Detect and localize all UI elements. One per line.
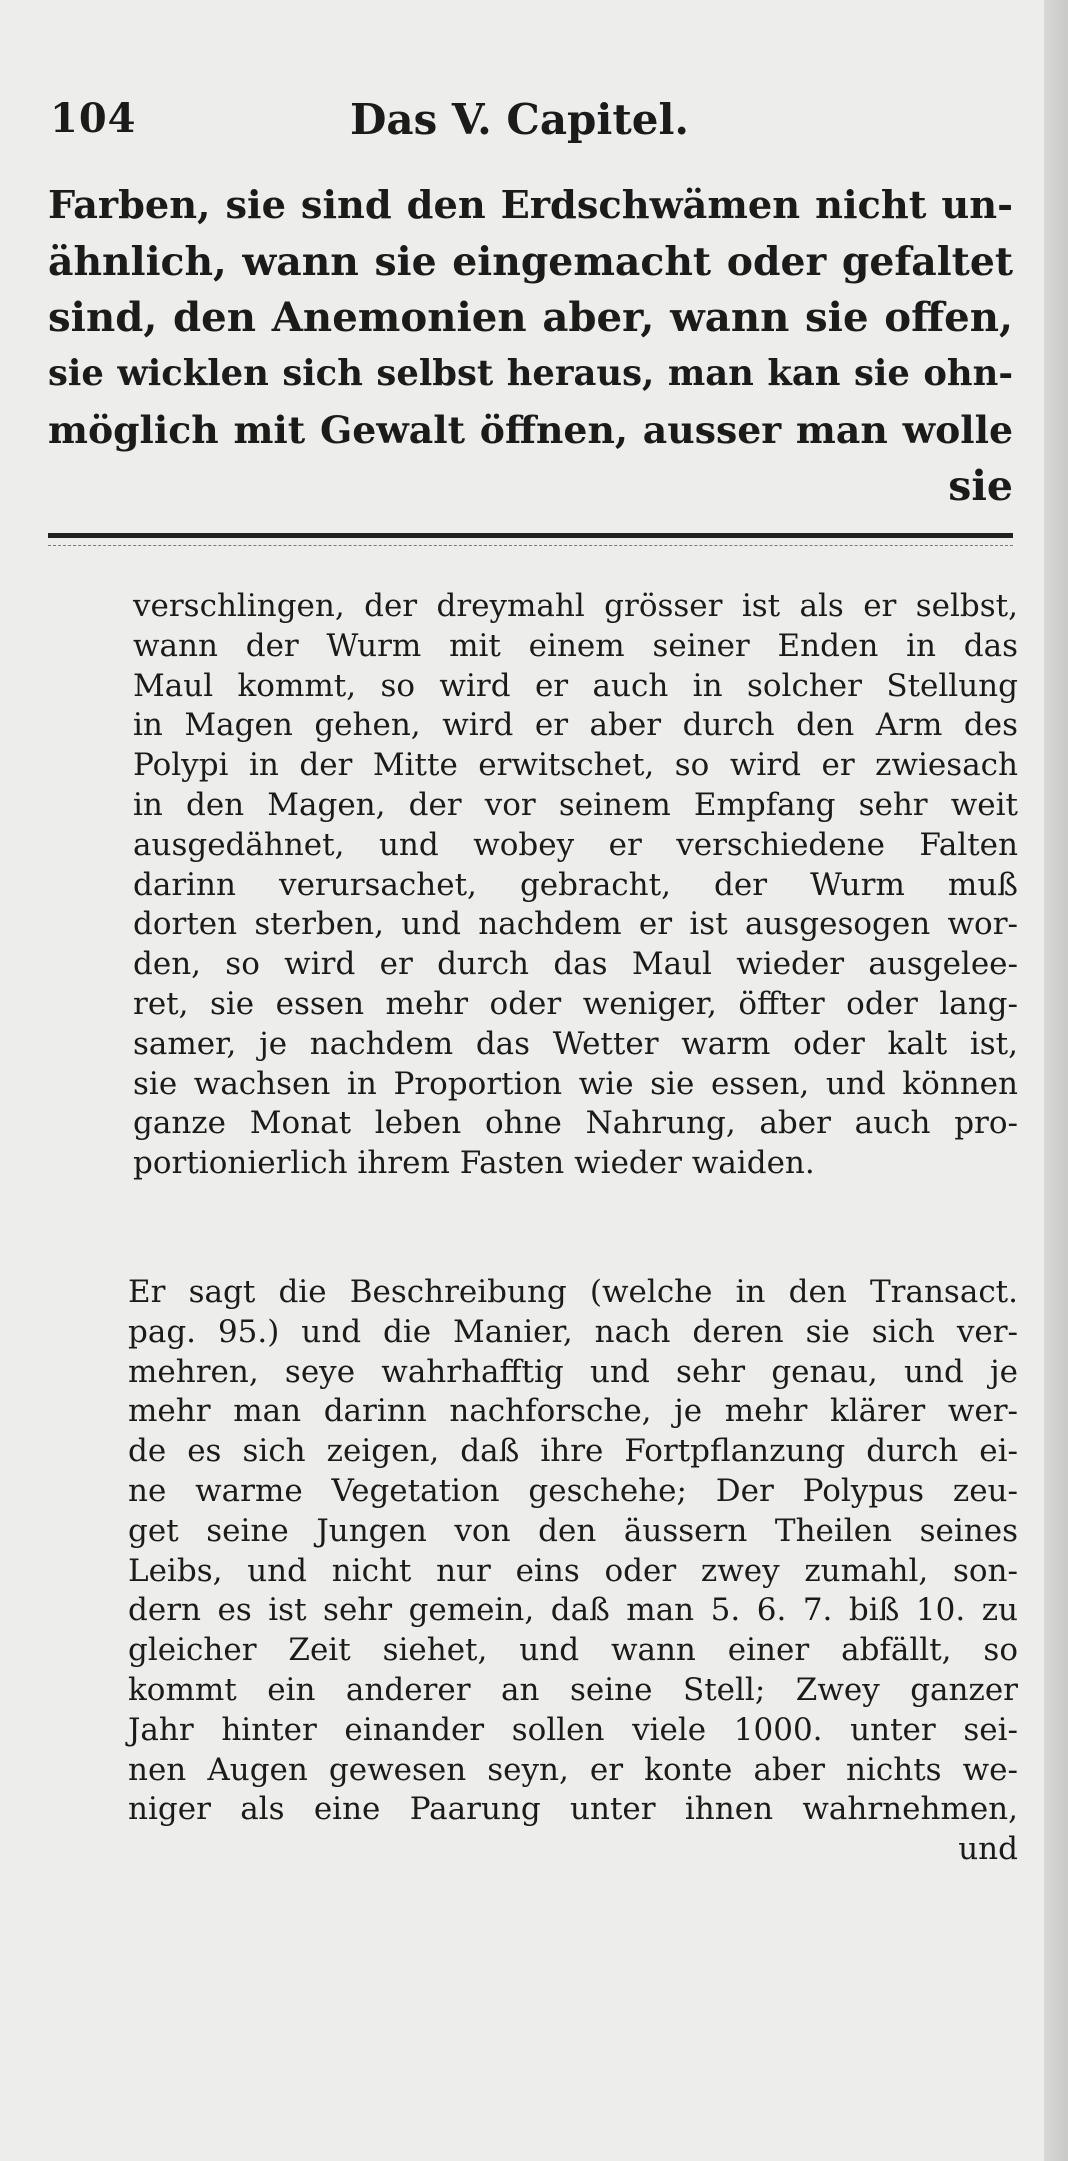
text-line: möglich mit Gewalt öffnen, ausser man wolle [48, 408, 1013, 452]
text-line: mehr man darinn nachforsche, je mehr klärer wer- [128, 1393, 1018, 1430]
section-divider-rule [48, 533, 1013, 538]
text-line: darinn verursachet, gebracht, der Wurm muß [133, 866, 1018, 903]
text-line: Farben, sie sind den Erdschwämen nicht un- [48, 183, 1013, 228]
text-line: portionierlich ihrem Fasten wieder waiden. [133, 1145, 815, 1182]
text-line: Maul kommt, so wird er auch in solcher Stellung [133, 667, 1018, 704]
text-line: samer, je nachdem das Wetter warm oder kalt ist, [133, 1025, 1018, 1062]
text-line: ausgedähnet, und wobey er verschiedene Falten [133, 826, 1018, 863]
text-line: gleicher Zeit siehet, und wann einer abfällt, so [128, 1632, 1018, 1669]
text-line: in den Magen, der vor seinem Empfang sehr weit [133, 786, 1018, 823]
text-line: verschlingen, der dreymahl grösser ist als er selbst, [133, 588, 1018, 624]
text-line: Er sagt die Beschreibung (welche in den Transact. [128, 1274, 1018, 1310]
section-divider-rule-thin [48, 545, 1013, 546]
text-line: sind, den Anemonien aber, wann sie offen, [48, 294, 1013, 341]
page-header [50, 95, 1010, 155]
text-line: get seine Jungen von den äussern Theilen seines [128, 1512, 1018, 1549]
running-title: Das V. Capitel. [350, 95, 690, 144]
text-line: mehren, seye wahrhafftig und sehr genau, und je [128, 1353, 1018, 1390]
text-line: Jahr hinter einander sollen viele 1000. unter sei- [128, 1711, 1018, 1748]
page-edge-shadow [1044, 0, 1068, 2161]
text-line: de es sich zeigen, daß ihre Fortpflanzung durch ei- [128, 1433, 1018, 1470]
text-line: pag. 95.) und die Manier, nach deren sie sich ver- [128, 1313, 1018, 1350]
text-line: sie wachsen in Proportion wie sie essen, und können [133, 1065, 1018, 1102]
text-line: dern es ist sehr gemein, daß man 5. 6. 7. biß 10. zu [128, 1592, 1018, 1629]
text-line: Polypi in der Mitte erwitschet, so wird er zwiesach [133, 747, 1018, 784]
text-line: dorten sterben, und nachdem er ist ausgesogen wor- [133, 906, 1018, 943]
text-line: in Magen gehen, wird er aber durch den Arm des [133, 707, 1018, 744]
text-line: niger als eine Paarung unter ihnen wahrnehmen, [128, 1791, 1018, 1828]
text-line: ne warme Vegetation geschehe; Der Polypus zeu- [128, 1472, 1018, 1509]
text-line: wann der Wurm mit einem seiner Enden in das [133, 627, 1018, 664]
text-line: sie wicklen sich selbst heraus, man kan sie ohn- [48, 353, 1013, 394]
page-number: 104 [50, 95, 137, 142]
text-line: den, so wird er durch das Maul wieder ausgelee- [133, 946, 1018, 983]
upper-text-block [48, 178, 1013, 514]
text-line: ähnlich, wann sie eingemacht oder gefaltet [48, 239, 1013, 285]
paragraph-one [133, 587, 1018, 1184]
text-line: nen Augen gewesen seyn, er konte aber nichts we- [128, 1751, 1018, 1788]
text-line: kommt ein anderer an seine Stell; Zwey ganzer [128, 1671, 1018, 1708]
text-line: ret, sie essen mehr oder weniger, öffter oder lang- [133, 985, 1018, 1022]
catchword: sie [948, 462, 1013, 510]
catchword: und [958, 1831, 1018, 1868]
paragraph-two [128, 1273, 1018, 1870]
text-line: Leibs, und nicht nur eins oder zwey zumahl, son- [128, 1552, 1018, 1589]
text-line: ganze Monat leben ohne Nahrung, aber auch pro- [133, 1105, 1018, 1142]
